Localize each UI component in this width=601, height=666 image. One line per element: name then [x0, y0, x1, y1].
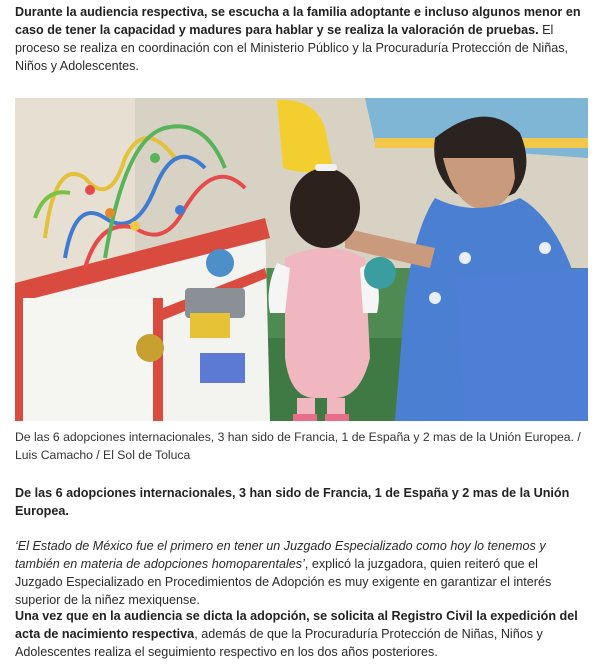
paragraph-audiencia-bold: Durante la audiencia respectiva, se escucha a la familia adoptante e incluso algunos menor en caso de tener la capacidad y madures para hablar y se realiza la valoración de pruebas. [15, 5, 581, 37]
photo-caption: De las 6 adopciones internacionales, 3 han sido de Francia, 1 de España y 2 mas de la Unión Europea. / Luis Camacho / El Sol de Toluca [15, 430, 581, 462]
paragraph-adopciones [15, 484, 587, 520]
paragraph-registro-bold: Una vez que en la audiencia se dicta la adopción, se solicita al Registro Civil la expedición del acta de nacimiento respectiva [15, 609, 578, 641]
article-photo [15, 98, 588, 421]
paragraph-quote-italic: ‘El Estado de México fue el primero en tener un Juzgado Especializado como hoy lo tenemos y también en materia de adopciones homoparentales’ [15, 539, 546, 571]
paragraph-registro [15, 607, 587, 661]
paragraph-quote [15, 537, 587, 609]
paragraph-audiencia-text: El proceso se realiza en coordinación con el Ministerio Público y la Procuraduría Protección de Niñas, Niños y Adolescentes. [15, 23, 569, 73]
paragraph-adopciones-bold: De las 6 adopciones internacionales, 3 han sido de Francia, 1 de España y 2 mas de la Unión Europea. [15, 486, 570, 518]
paragraph-quote-text: , explicó la juzgadora, quien reiteró que el Juzgado Especializado en Procedimientos de Adopción es muy exigente en garantizar el interés superior de la niñez mexiquense. [15, 557, 552, 607]
paragraph-audiencia [15, 3, 587, 75]
paragraph-registro-text: , además de que la Procuraduría Protección de Niñas, Niños y Adolescentes realiza el seguimiento respectivo en los dos años posteriores. [15, 627, 543, 659]
